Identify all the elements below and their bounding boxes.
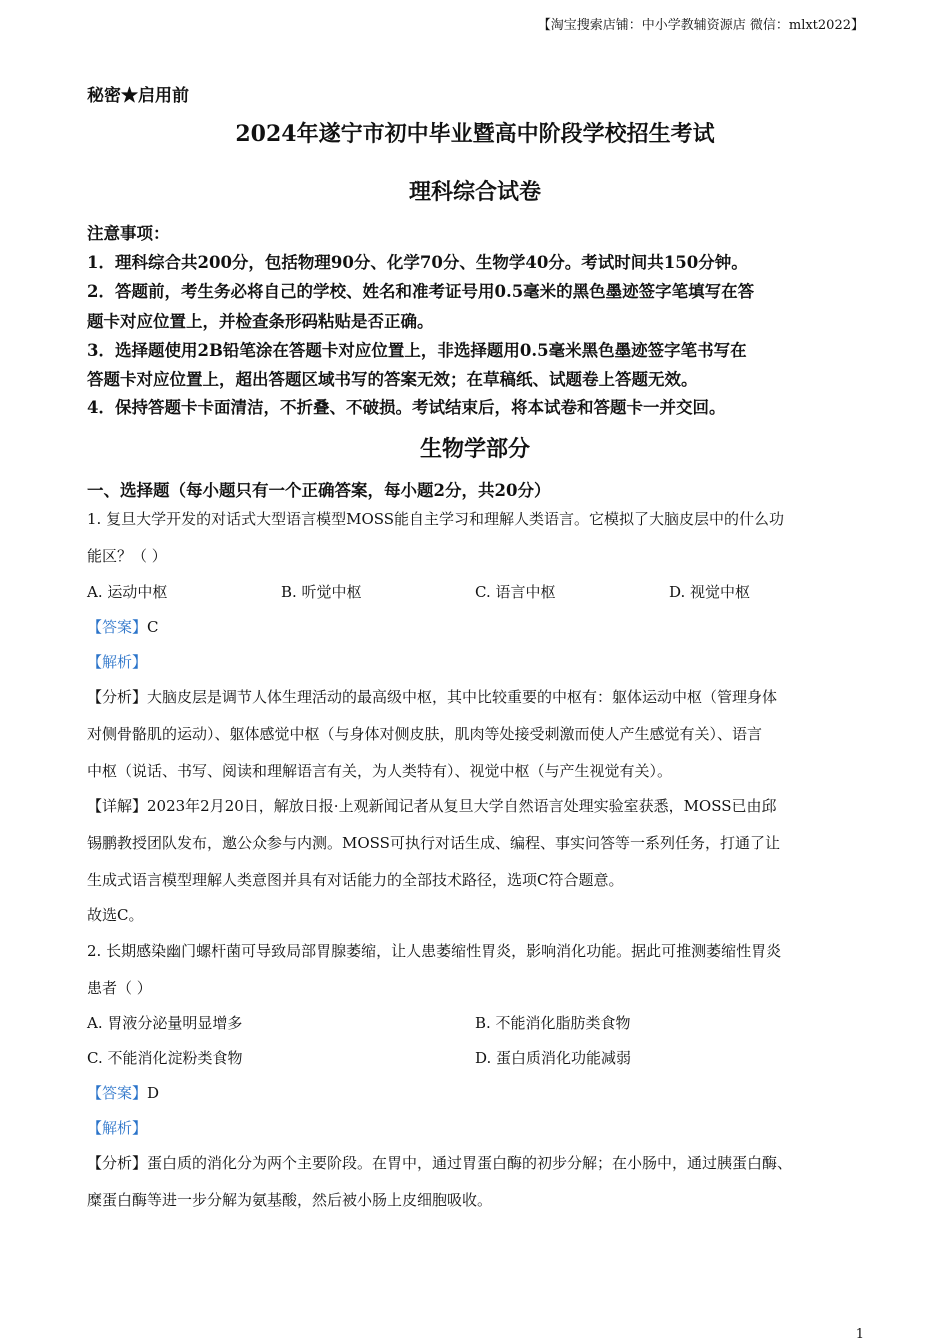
option-d: D. 蛋白质消化功能减弱 [475, 1049, 632, 1067]
answer-line [87, 1082, 159, 1103]
analysis-line: 生成式语言模型理解人类意图并具有对话能力的全部技术路径，选项C符合题意。 [87, 871, 624, 889]
part-title: 生物学部分 [419, 436, 530, 462]
option-a: A. 胃液分泌量明显增多 [87, 1014, 243, 1032]
notice-line: 4．保持答题卡卡面清洁，不折叠、不破损。考试结束后，将本试卷和答题卡一并交回。 [87, 398, 726, 417]
confidential-mark: 秘密★启用前 [87, 86, 189, 106]
option-b: B. 听觉中枢 [281, 583, 362, 601]
option-a: A. 运动中枢 [87, 583, 168, 601]
page-number: 1 [855, 1327, 864, 1342]
exam-subtitle: 理科综合试卷 [408, 179, 541, 205]
question-stem: 能区？（ ） [87, 547, 167, 565]
answer-line [87, 616, 159, 637]
notice-heading: 注意事项： [87, 224, 170, 243]
analysis-line: 中枢（说话、书写、阅读和理解语言有关，为人类特有）、视觉中枢（与产生视觉有关）。 [87, 762, 673, 780]
analysis-line: 【分析】蛋白质的消化分为两个主要阶段。在胃中，通过胃蛋白酶的初步分解；在小肠中，通过胰蛋白酶、 [87, 1154, 793, 1172]
notice-line: 1．理科综合共200分，包括物理90分、化学70分、生物学40分。考试时间共150分钟。 [87, 253, 748, 272]
analysis-line: 锡鹏教授团队发布，邀公众参与内测。MOSS可执行对话生成、编程、事实问答等一系列任务，打通了让 [87, 834, 780, 852]
analysis-tag: 【解析】 [87, 1119, 148, 1137]
answer-tag: 【答案】 [87, 1084, 148, 1102]
option-c: C. 不能消化淀粉类食物 [87, 1049, 243, 1067]
answer-tag: 【答案】 [87, 618, 148, 636]
notice-line: 答题卡对应位置上，超出答题区域书写的答案无效；在草稿纸、试题卷上答题无效。 [87, 370, 698, 389]
section-title: 一、选择题（每小题只有一个正确答案，每小题2分，共20分） [87, 481, 551, 500]
analysis-line: 对侧骨骼肌的运动）、躯体感觉中枢（与身体对侧皮肤，肌肉等处接受刺激而使人产生感觉有关）、语言 [87, 725, 763, 743]
answer-value: D [147, 1084, 160, 1102]
analysis-line: 【分析】大脑皮层是调节人体生理活动的最高级中枢，其中比较重要的中枢有：躯体运动中枢（管理身体 [87, 688, 778, 706]
option-d: D. 视觉中枢 [669, 583, 751, 601]
option-c: C. 语言中枢 [475, 583, 556, 601]
notice-line: 3．选择题使用2B铅笔涂在答题卡对应位置上，非选择题用0.5毫米黑色墨迹签字笔书写在 [87, 341, 747, 360]
exam-title: 2024年遂宁市初中毕业暨高中阶段学校招生考试 [235, 121, 715, 147]
analysis-line: 糜蛋白酶等进一步分解为氨基酸，然后被小肠上皮细胞吸收。 [87, 1191, 493, 1209]
notice-line: 2．答题前，考生务必将自己的学校、姓名和准考证号用0.5毫米的黑色墨迹签字笔填写在答 [87, 282, 755, 301]
answer-value: C [147, 618, 159, 636]
analysis-tag: 【解析】 [87, 653, 148, 671]
header-note: 【淘宝搜索店铺：中小学教辅资源店 微信：mlxt2022】 [537, 18, 864, 33]
analysis-line: 故选C。 [87, 906, 144, 924]
analysis-line: 【详解】2023年2月20日，解放日报·上观新闻记者从复旦大学自然语言处理实验室获悉，MOSS已由邱 [87, 797, 777, 815]
question-stem: 患者（ ） [87, 979, 152, 997]
option-b: B. 不能消化脂肪类食物 [475, 1014, 631, 1032]
question-stem: 2. 长期感染幽门螺杆菌可导致局部胃腺萎缩，让人患萎缩性胃炎，影响消化功能。据此可推测萎缩性胃炎 [87, 942, 782, 960]
question-stem: 1. 复旦大学开发的对话式大型语言模型MOSS能自主学习和理解人类语言。它模拟了大脑皮层中的什么功 [87, 510, 785, 528]
notice-line: 题卡对应位置上，并检查条形码粘贴是否正确。 [87, 312, 434, 331]
